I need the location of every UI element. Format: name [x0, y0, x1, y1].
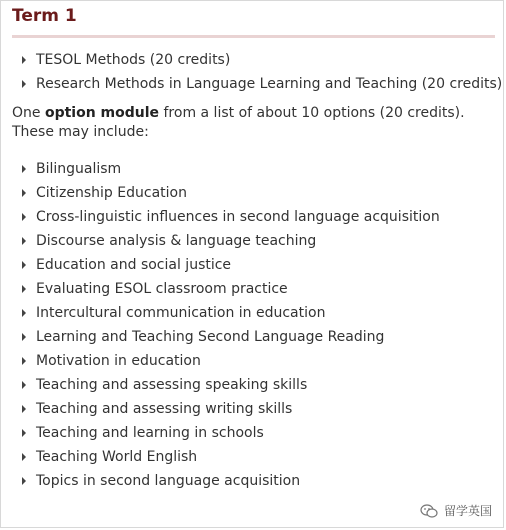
module-label: Teaching and assessing writing skills	[36, 401, 293, 417]
triangle-bullet-icon	[22, 453, 26, 461]
term-title: Term 1	[12, 6, 77, 26]
triangle-bullet-icon	[22, 189, 26, 197]
list-item	[22, 445, 440, 469]
options-prefix: One	[12, 105, 45, 121]
module-label: Teaching and assessing speaking skills	[36, 377, 308, 393]
module-label: Research Methods in Language Learning and Teaching (20 credits)	[36, 76, 503, 92]
triangle-bullet-icon	[22, 405, 26, 413]
module-label: Citizenship Education	[36, 185, 187, 201]
list-item	[22, 349, 440, 373]
list-item	[22, 205, 440, 229]
triangle-bullet-icon	[22, 261, 26, 269]
options-suffix: from a list of about 10 options (20 credits). These may include:	[12, 105, 465, 140]
triangle-bullet-icon	[22, 80, 26, 88]
module-label: Learning and Teaching Second Language Reading	[36, 329, 385, 345]
list-item	[22, 325, 440, 349]
list-item	[22, 301, 440, 325]
module-label: Education and social justice	[36, 257, 232, 273]
title-divider	[12, 35, 495, 38]
triangle-bullet-icon	[22, 357, 26, 365]
module-label: Intercultural communication in education	[36, 305, 326, 321]
module-label: Topics in second language acquisition	[36, 473, 301, 489]
list-item	[22, 397, 440, 421]
triangle-bullet-icon	[22, 213, 26, 221]
triangle-bullet-icon	[22, 237, 26, 245]
list-item	[22, 48, 502, 72]
triangle-bullet-icon	[22, 477, 26, 485]
list-item	[22, 229, 440, 253]
wechat-icon	[420, 504, 438, 518]
list-item	[22, 277, 440, 301]
triangle-bullet-icon	[22, 56, 26, 64]
core-module-list	[22, 48, 502, 96]
list-item	[22, 421, 440, 445]
module-label: TESOL Methods (20 credits)	[36, 52, 231, 68]
triangle-bullet-icon	[22, 381, 26, 389]
options-emphasis: option module	[44, 105, 160, 121]
watermark-text: 留学英国	[443, 504, 492, 518]
option-module-list	[22, 157, 440, 493]
module-label: Teaching World English	[36, 449, 198, 465]
module-label: Cross-linguistic influences in second language acquisition	[36, 209, 440, 225]
module-label: Evaluating ESOL classroom practice	[36, 281, 288, 297]
module-label: Motivation in education	[36, 353, 201, 369]
list-item	[22, 157, 440, 181]
list-item	[22, 469, 440, 493]
triangle-bullet-icon	[22, 309, 26, 317]
list-item	[22, 253, 440, 277]
triangle-bullet-icon	[22, 333, 26, 341]
list-item	[22, 72, 502, 96]
options-paragraph	[12, 104, 496, 142]
triangle-bullet-icon	[22, 285, 26, 293]
module-label: Discourse analysis & language teaching	[36, 233, 317, 249]
module-label: Teaching and learning in schools	[36, 425, 264, 441]
triangle-bullet-icon	[22, 429, 26, 437]
triangle-bullet-icon	[22, 165, 26, 173]
list-item	[22, 181, 440, 205]
list-item	[22, 373, 440, 397]
watermark	[420, 502, 492, 519]
module-label: Bilingualism	[36, 161, 122, 177]
